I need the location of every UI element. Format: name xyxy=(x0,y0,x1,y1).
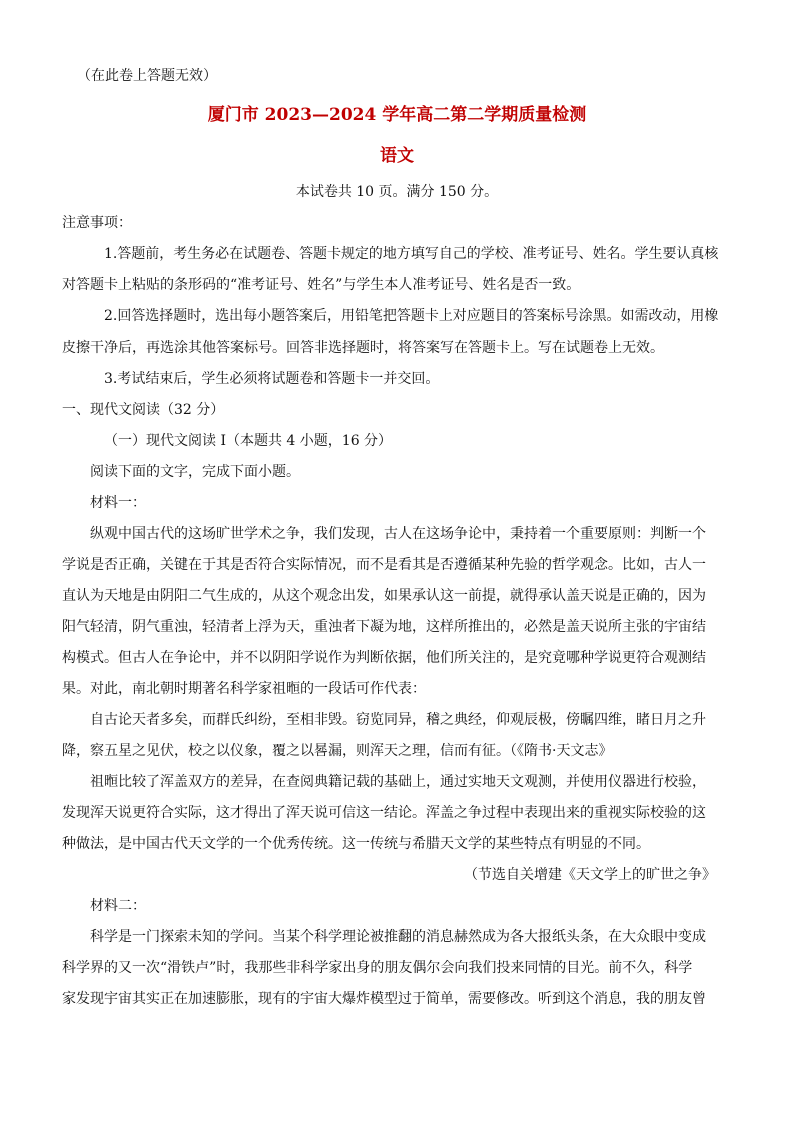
exam-note: （在此卷上答题无效） xyxy=(77,68,217,84)
section-heading: 一、现代文阅读（32 分） xyxy=(62,402,225,418)
exam-info: 本试卷共 10 页。满分 150 分。 xyxy=(295,184,499,200)
instruction-1-line-1: 1.答题前，考生务必在试题卷、答题卡规定的地方填写自己的学校、准考证号、姓名。学生要认真核 xyxy=(104,246,718,262)
material-1-para-2-line-1: 祖暅比较了浑盖双方的差异，在查阅典籍记载的基础上，通过实地天文观测，并使用仪器进行校验， xyxy=(90,774,706,790)
material-2-para-1-line-3: 家发现宇宙其实正在加速膨胀，现有的宇宙大爆炸模型过于简单，需要修改。听到这个消息，我的朋友曾 xyxy=(62,991,706,1007)
material-1-para-1-line-2: 学说是否正确，关键在于其是否符合实际情况，而不是看其是否遵循某种先验的哲学观念。比如，古人一 xyxy=(62,557,706,573)
material-1-label: 材料一： xyxy=(90,495,146,511)
material-1-para-1-line-4: 阳气轻清，阴气重浊，轻清者上浮为天，重浊者下凝为地，这样所推出的，必然是盖天说所主张的宇宙结 xyxy=(62,619,706,635)
reading-direction: 阅读下面的文字，完成下面小题。 xyxy=(90,464,300,480)
material-1-quote-line-1: 自古论天者多矣，而群氏纠纷，至相非毁。窃览同异，稽之典经，仰观辰极，傍瞩四维，睹日月之升 xyxy=(90,712,706,728)
material-1-quote-line-2: 降，察五星之见伏，校之以仪象，覆之以晷漏，则浑天之理，信而有征。（《隋书·天文志》 xyxy=(62,743,613,759)
subsection-heading: （一）现代文阅读 I（本题共 4 小题，16 分） xyxy=(104,433,393,449)
instruction-2-line-1: 2.回答选择题时，选出每小题答案后，用铅笔把答题卡上对应题目的答案标号涂黑。如需改动，用橡 xyxy=(104,308,718,324)
subject-title: 语文 xyxy=(380,146,414,166)
material-1-para-1-line-5: 构模式。但古人在争论中，并不以阴阳学说作为判断依据，他们所关注的，是究竟哪种学说更符合观测结 xyxy=(62,650,706,666)
material-1-para-1-line-3: 直认为天地是由阴阳二气生成的，从这个观念出发，如果承认这一前提，就得承认盖天说是正确的，因为 xyxy=(62,588,706,604)
material-1-para-1-line-1: 纵观中国古代的这场旷世学术之争，我们发现，古人在这场争论中，秉持着一个重要原则：判断一个 xyxy=(90,526,706,542)
material-2-para-1-line-1: 科学是一门探索未知的学问。当某个科学理论被推翻的消息赫然成为各大报纸头条，在大众眼中变成 xyxy=(90,929,706,945)
material-1-para-1-line-6: 果。对此，南北朝时期著名科学家祖暅的一段话可作代表： xyxy=(62,681,426,697)
material-1-para-2-line-3: 种做法，是中国古代天文学的一个优秀传统。这一传统与希腊天文学的某些特点有明显的不同。 xyxy=(62,836,650,852)
material-2-label: 材料二： xyxy=(90,898,146,914)
instruction-2-line-2: 皮擦干净后，再选涂其他答案标号。回答非选择题时，将答案写在答题卡上。写在试题卷上无效。 xyxy=(62,340,664,356)
instruction-3-line-1: 3.考试结束后，学生必须将试题卷和答题卡一并交回。 xyxy=(104,371,440,387)
material-1-para-2-line-2: 发现浑天说更符合实际，这才得出了浑天说可信这一结论。浑盖之争过程中表现出来的重视实际校验的这 xyxy=(62,805,706,821)
exam-title: 厦门市 2023—2024 学年高二第二学期质量检测 xyxy=(207,105,587,125)
material-1-source: （节选自关增建《天文学上的旷世之争》 xyxy=(464,867,716,883)
instructions-heading: 注意事项： xyxy=(62,215,132,231)
instruction-1-line-2: 对答题卡上粘贴的条形码的“准考证号、姓名”与学生本人准考证号、姓名是否一致。 xyxy=(62,277,581,293)
material-2-para-1-line-2: 科学界的又一次“滑铁卢”时，我那些非科学家出身的朋友偶尔会向我们投来同情的目光。前不久，科学 xyxy=(62,960,693,976)
